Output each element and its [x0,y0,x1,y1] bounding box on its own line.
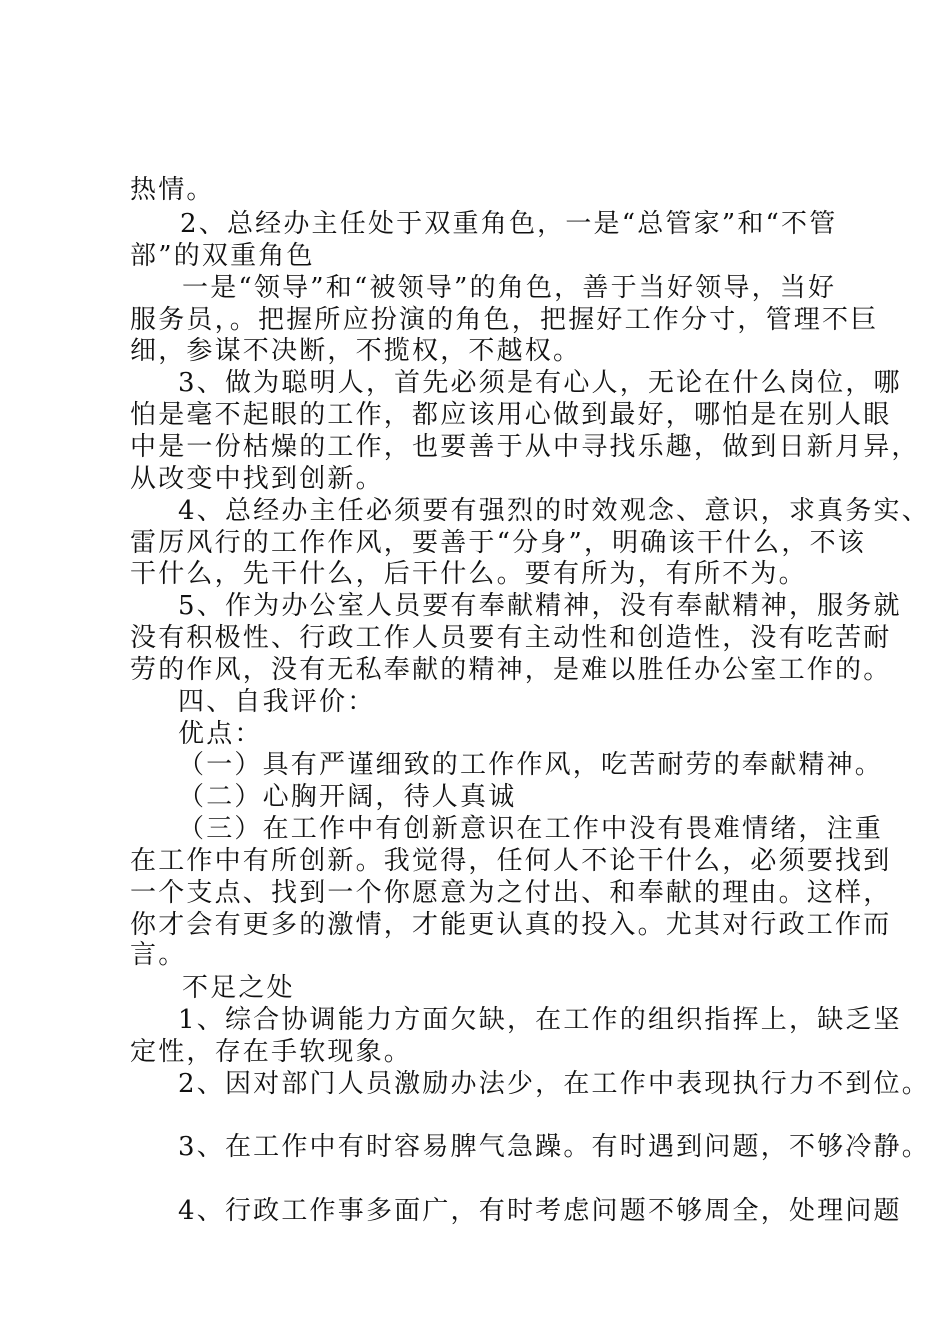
text-line: 雷厉风行的工作作风，要善于“分身”，明确该干什么，不该 [130,528,866,558]
text-line: 言。 [130,940,187,970]
text-line: 没有积极性、行政工作人员要有主动性和创造性，没有吃苦耐 [130,623,892,653]
text-line: 怕是毫不起眼的工作，都应该用心做到最好，哪怕是在别人眼 [130,400,892,430]
text-line: 细，参谋不决断，不揽权，不越权。 [130,336,582,366]
text-line: 5、作为办公室人员要有奉献精神，没有奉献精神，服务就 [178,591,902,621]
text-line: 4、总经办主任必须要有强烈的时效观念、意识，求真务实、 [178,496,930,526]
text-line: 从改变中找到创新。 [130,464,384,494]
text-line: 劳的作风，没有无私奉献的精神，是难以胜任办公室工作的。 [130,655,892,685]
text-line: （三）在工作中有创新意识在工作中没有畏难情绪，注重 [178,814,884,844]
text-line: 2、总经办主任处于双重角色，一是“总管家”和“不管 [180,209,838,239]
text-line: 干什么，先干什么，后干什么。要有所为，有所不为。 [130,559,807,589]
text-line: 四、自我评价： [178,687,376,717]
text-line: 不足之处 [182,973,295,1003]
text-line: 在工作中有所创新。我觉得，任何人不论干什么，必须要找到 [130,846,892,876]
text-line: 3、做为聪明人，首先必须是有心人，无论在什么岗位，哪 [178,368,902,398]
text-line: 4、行政工作事多面广，有时考虑问题不够周全，处理问题 [178,1196,902,1226]
text-line: 热情。 [130,175,215,205]
text-line: 一是“领导”和“被领导”的角色，善于当好领导，当好 [182,273,837,303]
text-line: （二）心胸开阔，待人真诚 [178,782,517,812]
text-line: 部”的双重角色 [130,241,315,271]
text-line: 定性，存在手软现象。 [130,1037,413,1067]
text-line: 你才会有更多的激情，才能更认真的投入。尤其对行政工作而 [130,910,892,940]
text-line: 1、综合协调能力方面欠缺，在工作的组织指挥上，缺乏坚 [178,1005,902,1035]
text-line: 优点： [178,719,263,749]
text-line: 中是一份枯燥的工作，也要善于从中寻找乐趣，做到日新月异， [130,432,920,462]
text-line: 服务员，。把握所应扮演的角色，把握好工作分寸，管理不巨 [130,305,879,335]
text-line: 2、因对部门人员激励办法少，在工作中表现执行力不到位。 [178,1069,930,1099]
text-line: 一个支点、找到一个你愿意为之付出、和奉献的理由。这样， [130,878,892,908]
text-line: （一）具有严谨细致的工作作风，吃苦耐劳的奉献精神。 [178,750,884,780]
text-line: 3、在工作中有时容易脾气急躁。有时遇到问题，不够冷静。 [178,1132,930,1162]
